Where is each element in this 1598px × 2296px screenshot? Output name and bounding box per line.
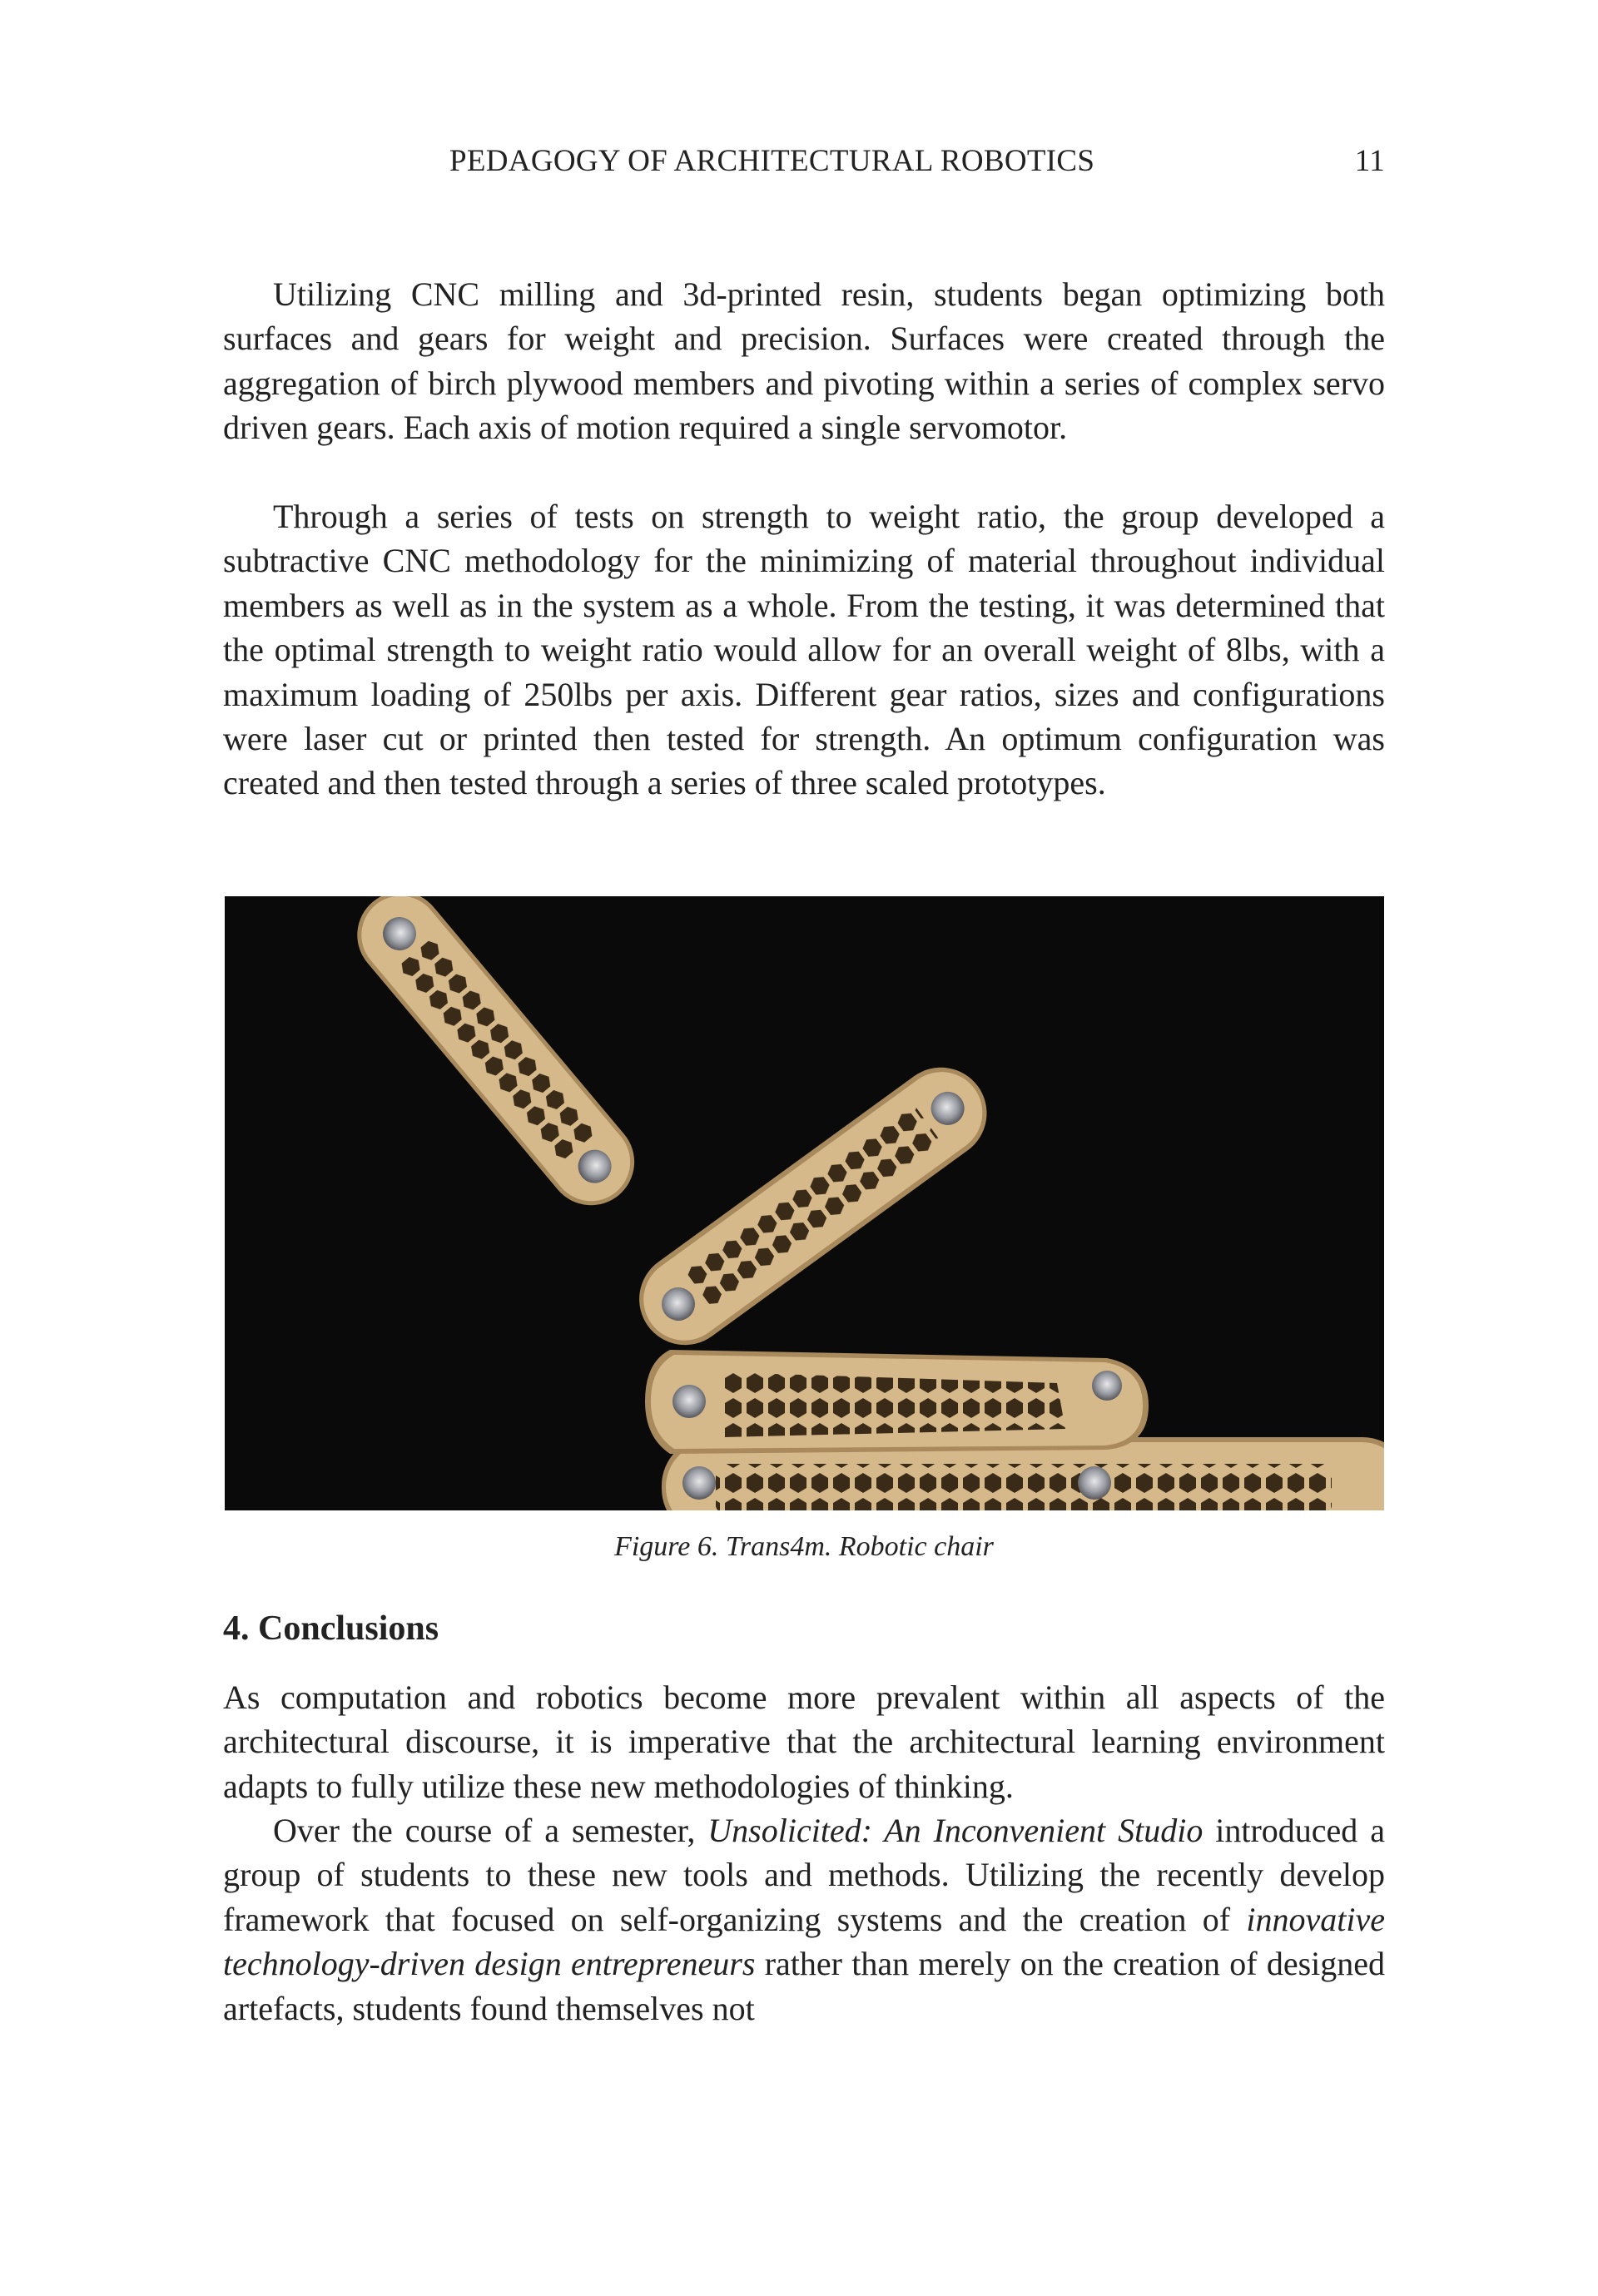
paragraph-text: rather than merely on the creation of designed artefacts, students found themselves not [223,1945,1386,2027]
paragraph-text: introduced a group of students to these new tools and methods. Utilizing the recently develop framework that focused on self-organizing systems and the creation of [223,1812,1385,1938]
body-paragraph [223,1675,1385,1808]
robotic-chair-illustration [225,896,1384,1510]
robotic-chair-photo [225,896,1384,1510]
bolt-icon [682,1466,716,1500]
body-paragraph [223,272,1385,450]
emphasis-text: innovative technology-driven design entrepreneurs [223,1900,1385,1983]
studio-name: Unsolicited: An Inconvenient Studio [707,1812,1203,1849]
figure-caption: Figure 6. Trans4m. Robotic chair [614,1531,994,1562]
bolt-icon [672,1385,706,1418]
running-header [223,143,1385,185]
body-paragraph [223,1808,1385,2031]
plywood-member-angled [621,1049,1005,1363]
paragraph-text: Over the course of a semester, [273,1812,708,1849]
plywood-member-middle [645,1350,1149,1454]
paragraph-text: As computation and robotics become more prevalent within all aspects of the architectural discourse, it is imperative that the architectural learning environment adapts to fully utilize these new methodologies of thinking. [223,1679,1385,1805]
running-title: PEDAGOGY OF ARCHITECTURAL ROBOTICS [449,144,1095,178]
paragraph-text: Through a series of tests on strength to weight ratio, the group developed a subtractive CNC methodology for the minimizing of material throughout individual members as well as in the system as a whole. From the testing, it was determined that the optimal strength to weight ratio would allow for an overall weight of 8lbs, with a maximum loading of 250lbs per axis. Different gear ratios, sizes and configurations were laser cut or printed then tested for strength. An optimum configuration was created and then tested through a series of three scaled prototypes. [223,498,1385,802]
plywood-member-upper [340,896,652,1223]
paragraph-text: Utilizing CNC milling and 3d-printed resin, students began optimizing both surfaces and gears for weight and precision. Surfaces were created through the aggregation of birch plywood members and pivoting within a series of complex servo driven gears. Each axis of motion required a single servomotor. [223,275,1385,447]
bolt-icon [1078,1466,1111,1500]
body-paragraph [223,494,1385,806]
page-number: 11 [1354,144,1385,178]
section-heading: 4. Conclusions [223,1609,439,1648]
bolt-icon [1092,1371,1122,1401]
